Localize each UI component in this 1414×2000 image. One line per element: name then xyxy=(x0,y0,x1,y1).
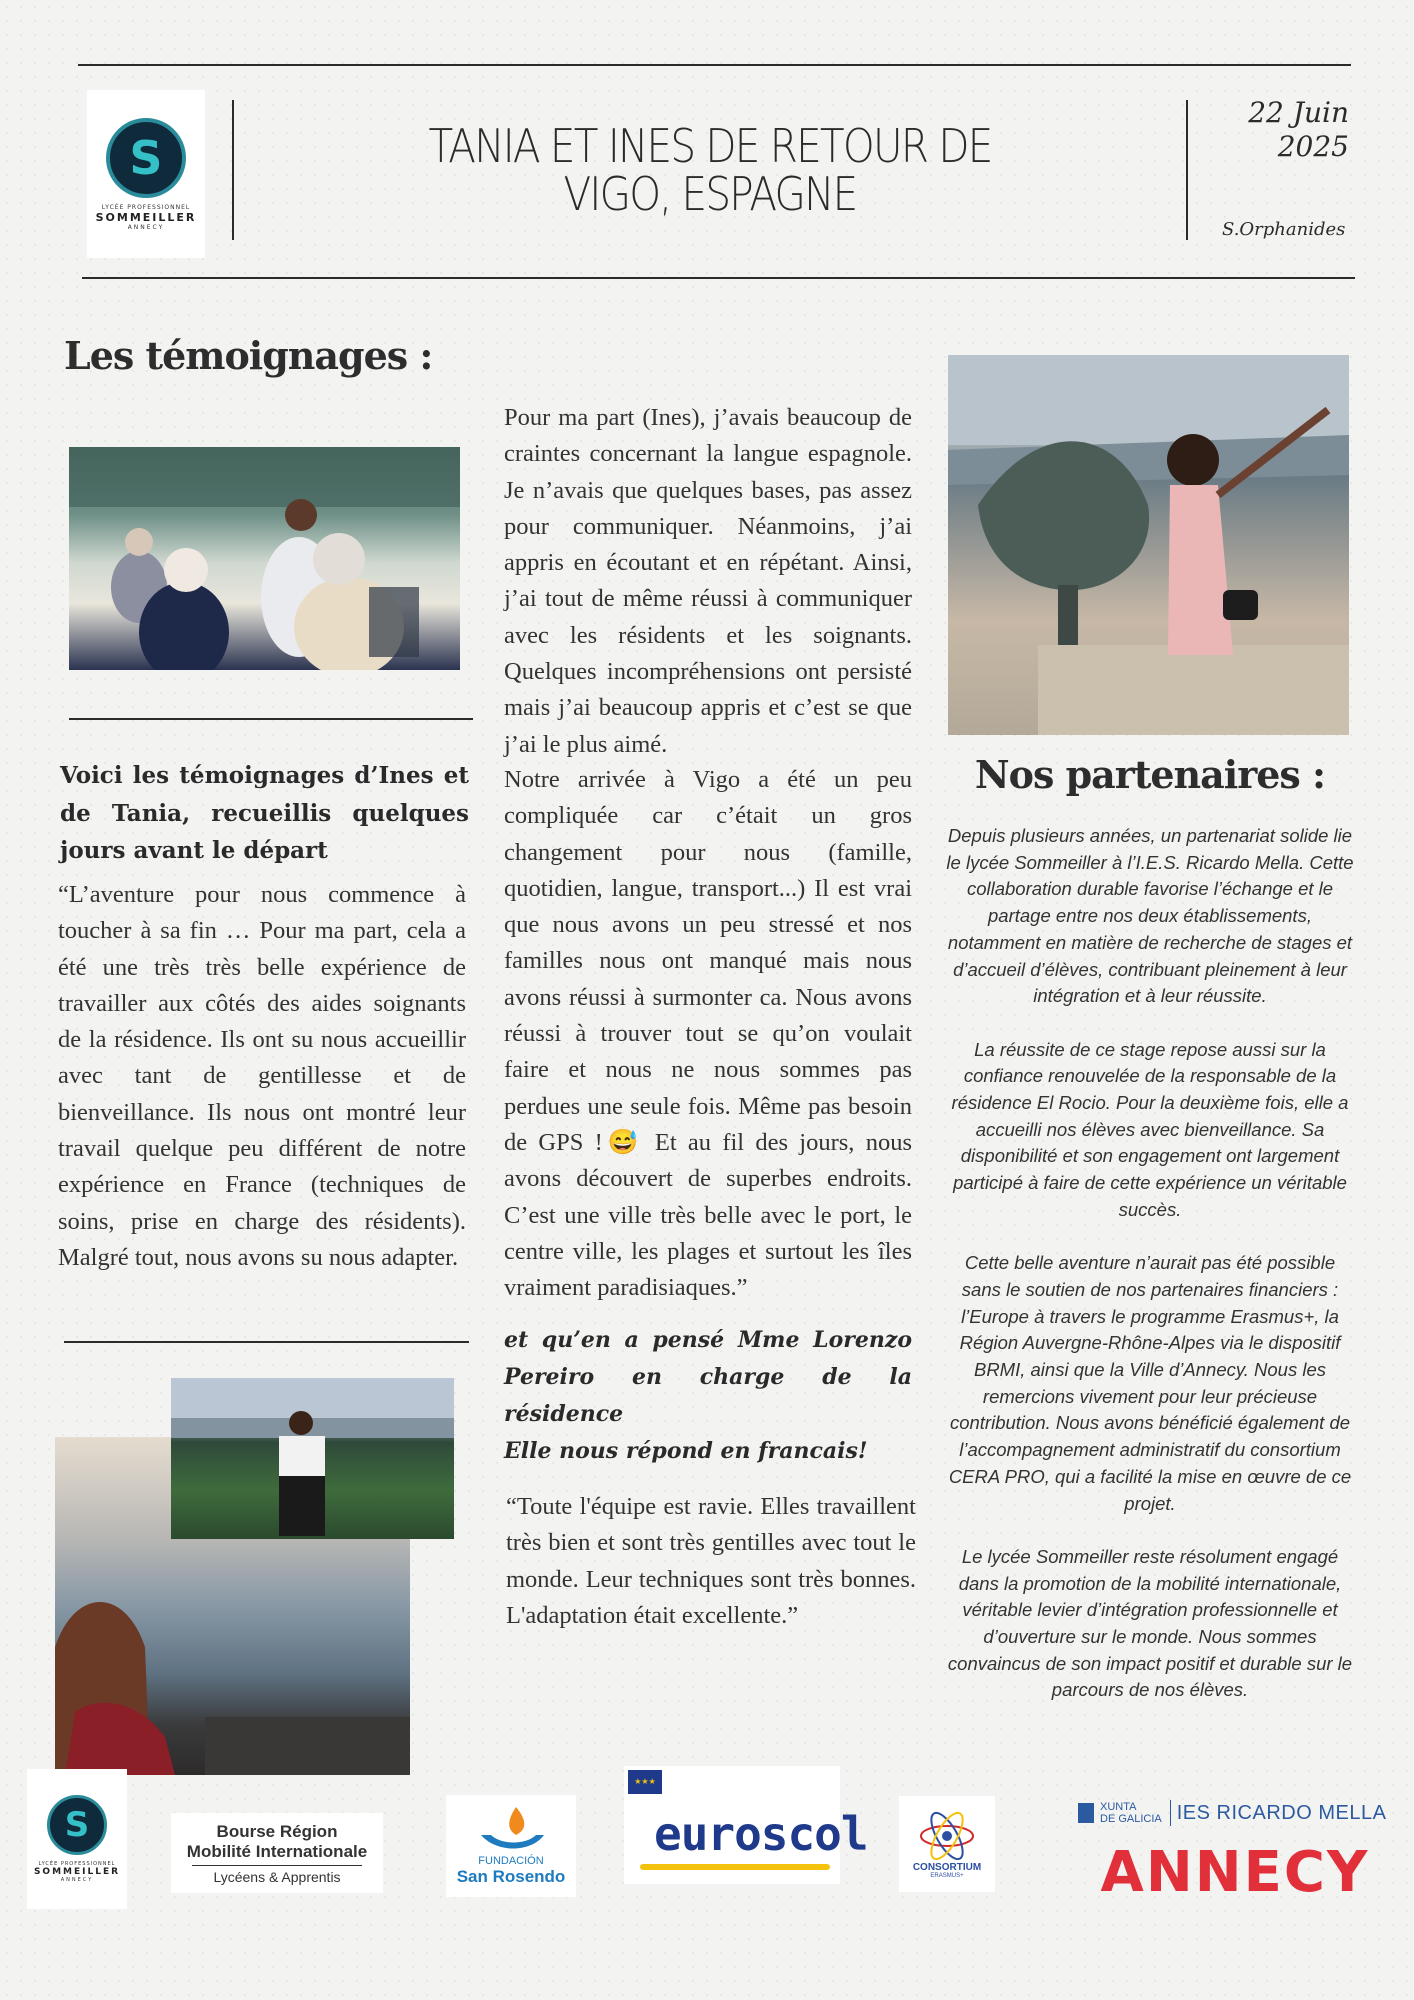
footer-sommeiller-city: ANNECY xyxy=(60,1877,94,1883)
issue-date-year: 2025 xyxy=(1277,130,1349,163)
consortium-line2: ERASMUS+ xyxy=(930,1872,964,1879)
issue-date xyxy=(1169,96,1349,164)
xunta-line1: XUNTA xyxy=(1100,1801,1137,1813)
left-rule-1 xyxy=(69,718,473,720)
photo-fish-statue-figures xyxy=(948,355,1349,735)
question-to-director: et qu’en a pensé Mme Lorenzo Pereiro en charge de la résidence xyxy=(504,1327,912,1427)
xunta-line2: DE GALICIA xyxy=(1100,1813,1162,1825)
photo-residence-care-figures xyxy=(69,447,460,670)
arrival-paragraph: Notre arrivée à Vigo a été un peu compliquée car c’était un gros changement pour nous (famille, quotidien, langue, transport...) Il est vrai que nous avons un peu stressé et nos familles nous ont manqué mais nous avons réussi à surmonter ca. Nous avons réussi à trouver tout se qu’on voulait faire et nous ne nous sommes pas perdues une seule fois. Même pas besoin de GPS !😅 Et au fil des jours, nous avons découvert de superbes endroits. C’est une ville très belle avec le port, le centre ville, les plages et surtout les îles vraiment paradisiaques.” xyxy=(504,766,912,1302)
school-logo-icon: S xyxy=(106,118,186,198)
left-rule-2 xyxy=(64,1341,469,1343)
school-logo xyxy=(87,90,205,258)
section-title-partners: Nos partenaires : xyxy=(974,752,1326,797)
bourse-line1: Bourse Région xyxy=(216,1821,338,1841)
footer-logo-fundacion-san-rosendo xyxy=(446,1795,576,1897)
header-bottom-rule xyxy=(82,277,1355,279)
xunta-separator xyxy=(1170,1800,1171,1826)
school-logo-city: ANNECY xyxy=(127,223,165,231)
partners-paragraph-3: Cette belle aventure n’aurait pas été possible sans le soutien de nos partenaires financiers : l’Europe à travers le programme Erasmus+, la Région Auvergne-Rhône-Alpes via le dispositif BRMI, ainsi que la Ville d’Annecy. Nous les remercions vivement pour leur précieuse contribution. Nous avons bénéficié également de l’accompagnement administratif du consortium CERA PRO, qui a facilité la mise en œuvre de ce projet. xyxy=(948,1252,1352,1514)
partners-text xyxy=(945,823,1355,1731)
footer-logo-xunta-ies xyxy=(1078,1797,1398,1829)
euroscol-wave xyxy=(640,1864,830,1870)
xunta-shield-icon xyxy=(1078,1803,1094,1823)
eu-flag-icon: ★★★ xyxy=(628,1770,662,1794)
footer-sommeiller-small: LYCÉE PROFESSIONNEL xyxy=(38,1861,116,1867)
consortium-line1: CONSORTIUM xyxy=(912,1861,982,1873)
fundacion-line1: FUNDACIÓN xyxy=(478,1855,544,1867)
photo-girl-park xyxy=(171,1378,454,1539)
xunta-text xyxy=(1100,1801,1162,1825)
footer-logo-bourse-region xyxy=(171,1813,383,1893)
partners-paragraph-2: La réussite de ce stage repose aussi sur la confiance renouvelée de la responsable de la résidence El Rocio. Pour la deuxième fois, elle a accueilli nos élèves avec bienveillance. Sa disponibilité et son engagement ont largement participé à faire de cette expérience un véritable succès. xyxy=(951,1038,1349,1220)
footer-logo-annecy: ANNECY xyxy=(1100,1840,1370,1905)
footer-logo-consortium-erasmus xyxy=(899,1796,995,1892)
testimony-text: “L’aventure pour nous commence à toucher à sa fin … Pour ma part, cela a été une très très belle expérience de travailler aux côtés des aides soignants de la résidence. Ils ont su nous accueillir avec tant de gentillesse et de bienveillance. Ils nous ont montré leur travail quelque peu différent de notre expérience en France (techniques de soins, prise en charge des résidents). Malgré tout, nous avons su nous adapter. xyxy=(58,881,466,1271)
footer-sommeiller-icon: S xyxy=(47,1795,107,1855)
school-logo-name: SOMMEILLER xyxy=(95,210,197,224)
partners-paragraph-1: Depuis plusieurs années, un partenariat solide lie le lycée Sommeiller à l’I.E.S. Ricardo Mella. Cette collaboration durable favorise l’échange et le partage entre nos deux établissements, notamment en matière de recherche de stages et d’accueil d’élèves, contribuant pleinement à leur intégration et à leur réussite. xyxy=(946,825,1354,1007)
header-divider-left xyxy=(232,100,234,240)
director-quote: “Toute l'équipe est ravie. Elles travaillent très bien et sont très gentilles avec tout le monde. Leur techniques sont très bonnes. L'adaptation était excellente.” xyxy=(506,1493,916,1629)
footer-sommeiller-name: SOMMEILLER xyxy=(33,1867,121,1877)
section-title-testimonies: Les témoignages : xyxy=(64,333,433,378)
bourse-line2: Mobilité Internationale xyxy=(186,1841,368,1861)
photo-residence-care xyxy=(69,447,460,670)
photo-fish-statue xyxy=(948,355,1349,735)
reply-intro: Elle nous répond en francais! xyxy=(504,1438,868,1464)
ies-name: IES RICARDO MELLA xyxy=(1176,1801,1387,1824)
page-title: TANIA ET INES DE RETOUR DE VIGO, ESPAGNE xyxy=(428,119,992,221)
bourse-line3: Lycéens & Apprentis xyxy=(213,1868,341,1885)
school-logo-small: LYCÉE PROFESSIONNEL xyxy=(101,203,191,211)
photo-girl-park-figure xyxy=(171,1378,454,1539)
ines-paragraph: Pour ma part (Ines), j’avais beaucoup de craintes concernant la langue espagnole. Je n’avais que quelques bases, pas assez pour communiquer. Néanmoins, j’ai appris en écoutant et en répétant. Ainsi, j’ai tout de même réussi à communiquer avec les résidents et les soignants. Quelques incompréhensions ont persisté mais j’ai beaucoup appris et c’est se que j’ai le plus aimé. xyxy=(504,404,912,758)
author-name: S.Orphanides xyxy=(1222,219,1346,240)
issue-date-day: 22 Juin xyxy=(1248,96,1349,129)
footer-logo-euroscol xyxy=(624,1766,868,1884)
footer-logo-sommeiller xyxy=(27,1769,127,1909)
euroscol-wordmark: euroscol xyxy=(654,1807,868,1861)
fundacion-line2: San Rosendo xyxy=(456,1867,566,1886)
bourse-divider xyxy=(192,1865,362,1866)
header-top-rule xyxy=(78,64,1351,66)
fundacion-hand-icon xyxy=(476,1805,546,1855)
partners-paragraph-4: Le lycée Sommeiller reste résolument engagé dans la promotion de la mobilité internationale, véritable levier d’intégration professionnelle et d’ouverture sur le monde. Nous sommes convaincus de son impact positif et durable sur le parcours de nos élèves. xyxy=(947,1545,1353,1701)
testimony-intro: Voici les témoignages d’Ines et de Tania, recueillis quelques jours avant le départ xyxy=(60,762,469,864)
consortium-atom-icon xyxy=(917,1810,977,1862)
